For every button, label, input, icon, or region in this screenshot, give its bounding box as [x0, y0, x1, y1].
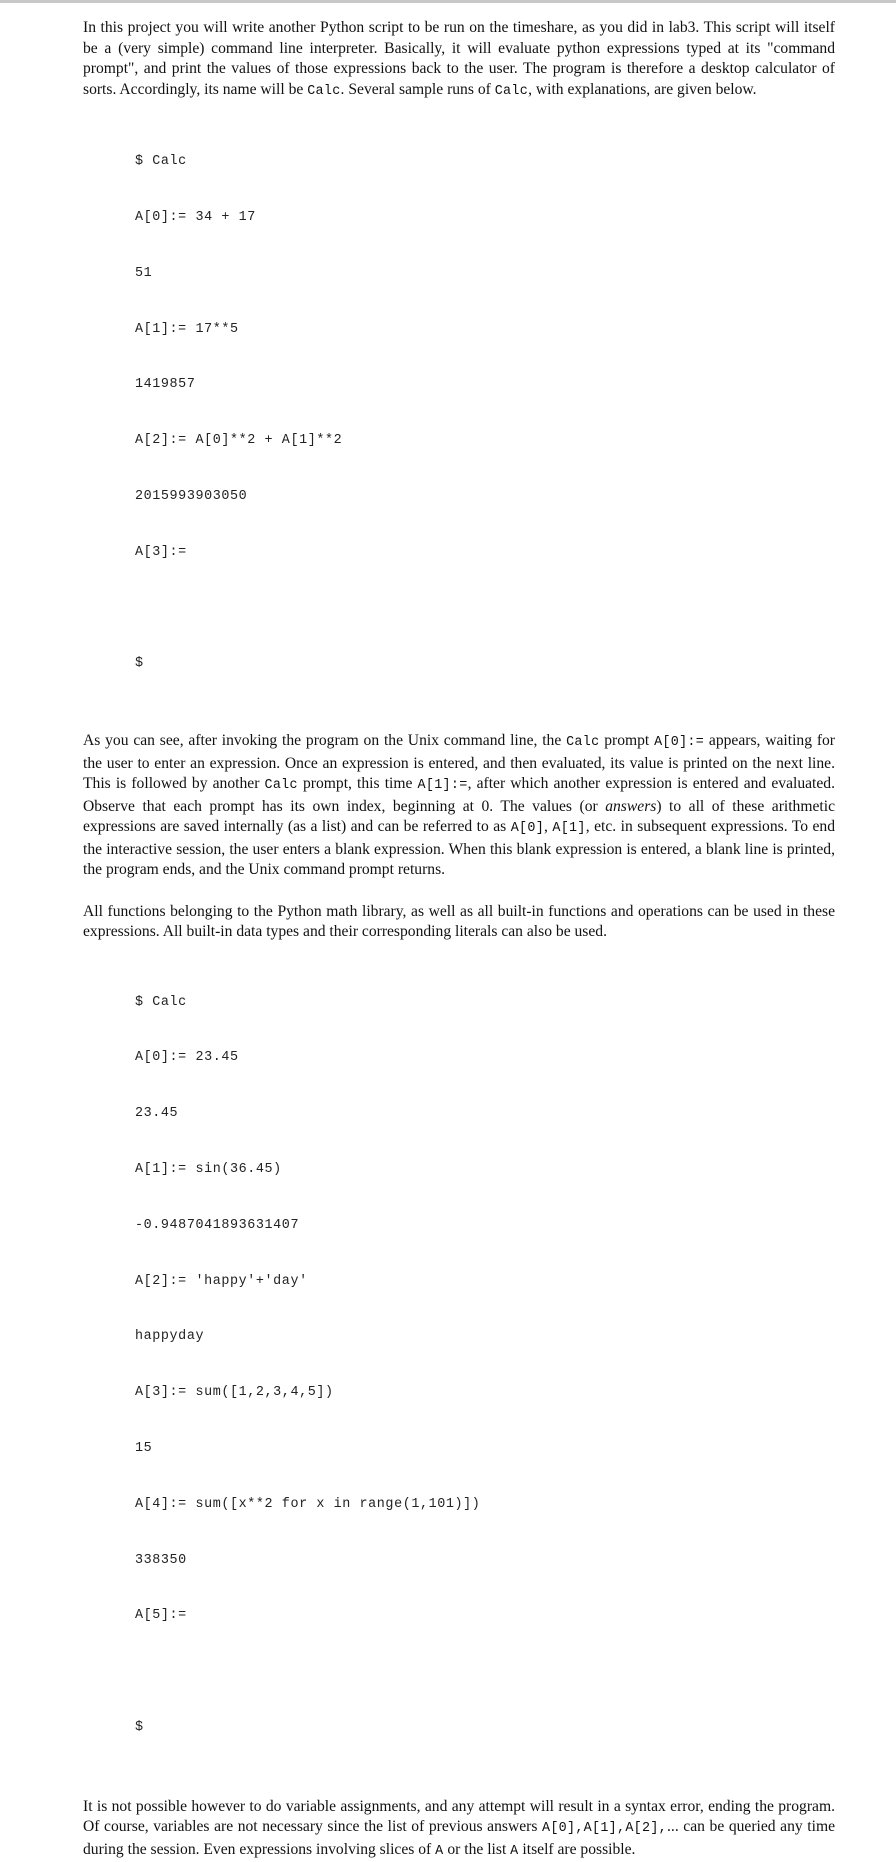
text: prompt, this time — [297, 775, 418, 792]
text: As you can see, after invoking the program on the Unix command line, the — [83, 732, 567, 749]
text: , etc. in subsequent expressions. To end the interactive session, the user enters a blank expression. When this blank expression is entered, a blank line is printed, the program ends, and the Unix command prompt returns. — [83, 818, 835, 878]
sample-run-1 — [135, 116, 835, 711]
text: or the list — [443, 1840, 511, 1858]
code-line: $ — [135, 656, 144, 672]
code-line: happyday — [135, 1329, 205, 1345]
document-page — [83, 18, 835, 1862]
inline-code: A — [510, 1843, 519, 1859]
explanation-paragraph — [83, 731, 835, 881]
calc-inline-code: Calc — [494, 83, 529, 99]
functions-paragraph: All functions belonging to the Python math library, as well as all built-in functions and operations can be used in these expressions. All built-in data types and their corresponding literals can also be used. — [83, 902, 835, 940]
inline-code: Calc — [566, 735, 600, 750]
inline-code: A[1]:= — [417, 778, 468, 793]
intro-text-mid: . Several sample runs of — [340, 80, 495, 98]
code-line: A[3]:= — [135, 544, 187, 560]
code-line: -0.9487041893631407 — [135, 1217, 300, 1233]
inline-code: A — [435, 1843, 444, 1859]
code-line: 338350 — [135, 1552, 187, 1568]
top-border — [0, 0, 896, 3]
code-line: A[2]:= A[0]**2 + A[1]**2 — [135, 433, 343, 449]
text: ) to all of these arithmetic expressions are saved internally (as a list) and can be referred to as — [83, 797, 835, 835]
code-line: A[1]:= sin(36.45) — [135, 1162, 282, 1178]
code-line: A[2]:= 'happy'+'day' — [135, 1273, 308, 1289]
text: appears, waiting for the user to enter an expression. Once an expression is entered, and then evaluated, its value is printed on the next line. This is followed by another — [83, 732, 835, 792]
restrictions-paragraph — [83, 1797, 835, 1862]
code-line: 15 — [135, 1440, 153, 1456]
inline-code: Calc — [264, 778, 298, 793]
code-line: 23.45 — [135, 1106, 179, 1122]
code-blank-line — [135, 1663, 835, 1682]
code-line: A[0]:= 23.45 — [135, 1050, 239, 1066]
inline-code: A[1] — [552, 821, 586, 836]
text: ... can be queried any time during the session. Even expressions involving slices of — [83, 1818, 835, 1858]
text: , — [544, 818, 553, 835]
intro-paragraph — [83, 18, 835, 102]
text: , after which another expression is entered and evaluated. Observe that each prompt has its own index, beginning at 0. The values (or — [83, 775, 835, 815]
code-line: A[5]:= — [135, 1608, 187, 1624]
code-line: A[1]:= 17**5 — [135, 321, 239, 337]
code-line: $ Calc — [135, 994, 187, 1010]
inline-code: A[0],A[1],A[2], — [541, 1821, 668, 1837]
intro-text: In this project you will write another Python script to be run on the timeshare, as you did in lab3. This script will itself be a (very simple) command line interpreter. Basically, it will evaluate python expressions typed at its "command prompt", and print the values of those expressions back to the user. The program is therefore a desktop calculator of sorts. Accordingly, its name will be — [83, 19, 835, 98]
text: It is not possible however to do variable assignments, and any attempt will result in a syntax error, ending the program. Of course, variables are not necessary since the list of previous answers — [83, 1797, 835, 1836]
calc-inline-code: Calc — [307, 83, 341, 99]
inline-code: A[0]:= — [654, 735, 705, 750]
emphasis-answers: answers — [605, 797, 657, 815]
text: itself are possible. — [518, 1840, 636, 1858]
code-line: $ Calc — [135, 154, 187, 170]
inline-code: A[0] — [510, 821, 545, 836]
code-line: 1419857 — [135, 377, 196, 393]
code-line: 51 — [135, 265, 153, 281]
code-line: A[3]:= sum([1,2,3,4,5]) — [135, 1385, 334, 1401]
code-line: A[0]:= 34 + 17 — [135, 209, 256, 225]
code-line: $ — [135, 1719, 144, 1735]
code-line: A[4]:= sum([x**2 for x in range(1,101)]) — [135, 1496, 481, 1512]
code-line: 2015993903050 — [135, 488, 248, 504]
sample-run-2 — [135, 957, 835, 1775]
text: prompt — [599, 732, 655, 749]
intro-text-end: , with explanations, are given below. — [528, 80, 757, 98]
code-blank-line — [135, 599, 835, 618]
